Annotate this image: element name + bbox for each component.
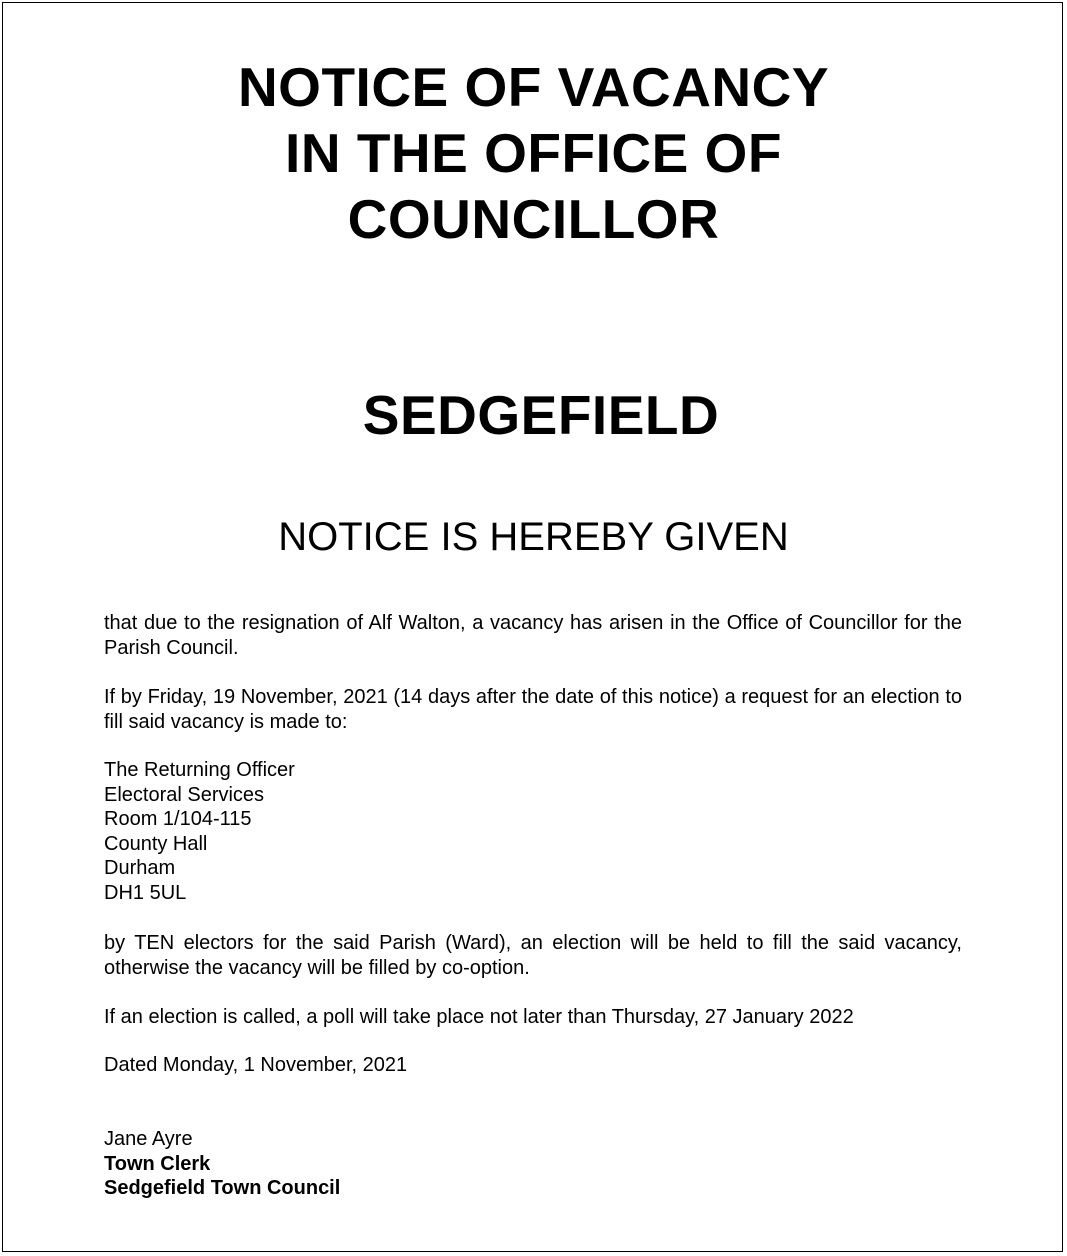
title-line-2: IN THE OFFICE OF [285,122,782,184]
signatory-organisation: Sedgefield Town Council [104,1177,341,1199]
poll-paragraph: If an election is called, a poll will take place not later than Thursday, 27 January 2022 [104,1006,854,1028]
notice-given-heading: NOTICE IS HEREBY GIVEN [278,515,789,559]
signatory-title: Town Clerk [104,1152,211,1175]
title-line-1: NOTICE OF VACANCY [237,56,830,118]
address-line: Durham [104,857,176,879]
request-paragraph: If by Friday, 19 November, 2021 (14 days after the date of this notice) a request for an election to fill said vacancy is made to: [104,686,962,733]
signatory-name: Jane Ayre [104,1128,193,1150]
resignation-paragraph: that due to the resignation of Alf Walton, a vacancy has arisen in the Office of Councillor for the Parish Council. [104,612,962,659]
notice-title [0,54,1067,252]
signature-block [104,1127,962,1201]
electors-paragraph: by TEN electors for the said Parish (Ward), an election will be held to fill the said vacancy, otherwise the vacancy will be filled by co-option. [104,932,962,979]
address-line: County Hall [104,832,208,855]
address-line: Room 1/104-115 [104,808,252,830]
returning-officer-address [104,758,962,905]
parish-name: SEDGEFIELD [362,384,720,446]
address-line: Electoral Services [104,783,265,806]
address-line: DH1 5UL [104,881,187,904]
title-line-3: COUNCILLOR [347,188,720,250]
address-line: The Returning Officer [104,759,295,781]
dated-paragraph: Dated Monday, 1 November, 2021 [104,1054,408,1076]
